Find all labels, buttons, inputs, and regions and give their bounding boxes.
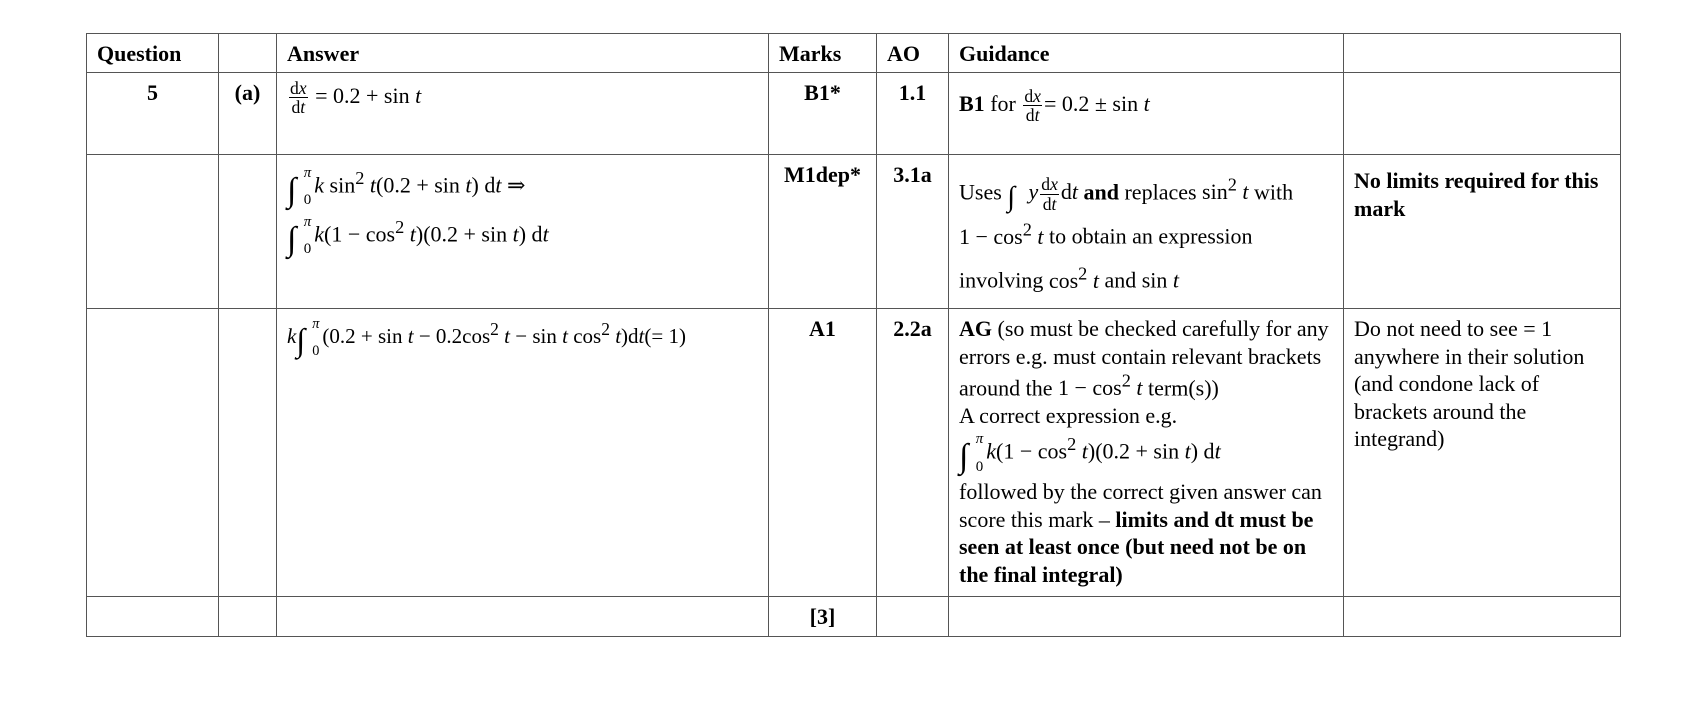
ao-cell: 2.2a bbox=[877, 309, 949, 597]
table-row bbox=[87, 73, 1621, 155]
guidance-sin2t: $\sin^2 t$ bbox=[1202, 175, 1249, 205]
ao-cell bbox=[877, 597, 949, 637]
integral-sign: ∫ bbox=[296, 323, 306, 360]
guidance-expression: $\frac{dx}{dt}$ = 0.2 ± sin t bbox=[1024, 86, 1150, 126]
marks-cell: B1* bbox=[769, 73, 877, 155]
guidance-cell bbox=[949, 309, 1344, 597]
answer-rhs: = 0.2 + sin t bbox=[315, 83, 422, 109]
marks-cell: M1dep* bbox=[769, 155, 877, 309]
answer-cell bbox=[277, 155, 769, 309]
marks-cell: A1 bbox=[769, 309, 877, 597]
notes-cell: No limits required for this mark bbox=[1344, 155, 1621, 309]
answer-expression: k∫ π 0 ($0.2 + \sin t - 0.2\cos^2$ t − sin t $\cos^2 t)dt(= 1)$ bbox=[287, 316, 686, 360]
guidance-1-cos2t: $1 - \cos^2 t$ bbox=[959, 219, 1044, 249]
table-row bbox=[87, 597, 1621, 637]
header-part bbox=[219, 34, 277, 73]
guidance-and-2: and bbox=[1104, 267, 1137, 293]
question-part bbox=[219, 597, 277, 637]
question-part bbox=[219, 309, 277, 597]
answer-line-2: ∫ π 0 $k(1 - \cos^2 t)(0.2 + \sin t)$ dt bbox=[287, 213, 549, 258]
ao-cell: 3.1a bbox=[877, 155, 949, 309]
guidance-paragraph-2: A correct expression e.g. bbox=[959, 402, 1178, 428]
answer-cell bbox=[277, 309, 769, 597]
question-number bbox=[87, 597, 219, 637]
question-number bbox=[87, 155, 219, 309]
notes-cell bbox=[1344, 597, 1621, 637]
guidance-text: for bbox=[990, 91, 1016, 117]
fraction-dxdt: $\frac{dx}{dt}$ bbox=[290, 78, 307, 118]
guidance-cos2t: $\cos^2 t$ bbox=[1048, 263, 1099, 293]
guidance-paragraph-1-tail: term(s)) bbox=[1148, 375, 1219, 401]
guidance-paragraph-1: (so must be checked carefully for any errors e.g. must contain relevant brackets around the bbox=[959, 316, 1329, 401]
marks-total: [3] bbox=[769, 597, 877, 637]
answer-line-1: ∫ π 0 k $\sin^2 t(0.2 + \sin t)$ dt ⇒ bbox=[287, 164, 526, 209]
guidance-and: and bbox=[1083, 179, 1119, 205]
guidance-cell bbox=[949, 155, 1344, 309]
table-row bbox=[87, 155, 1621, 309]
header-ao: AO bbox=[877, 34, 949, 73]
fraction-dxdt: $\frac{dx}{dt}$ bbox=[1024, 86, 1041, 126]
guidance-replaces: replaces bbox=[1124, 179, 1197, 205]
header-row bbox=[87, 34, 1621, 73]
guidance-mark-code: B1 bbox=[959, 91, 985, 117]
ao-cell: 1.1 bbox=[877, 73, 949, 155]
guidance-cell bbox=[949, 73, 1344, 155]
notes-cell: Do not need to see = 1 anywhere in their solution (and condone lack of brackets around the integrand) bbox=[1344, 309, 1621, 597]
question-number bbox=[87, 309, 219, 597]
header-question: Question bbox=[87, 34, 219, 73]
guidance-example-integral: ∫ π 0 $k(1 - \cos^2 t)(0.2 + \sin t)$ dt bbox=[959, 430, 1221, 476]
header-notes bbox=[1344, 34, 1621, 73]
notes-cell bbox=[1344, 73, 1621, 155]
answer-expression bbox=[287, 78, 422, 118]
question-part bbox=[219, 155, 277, 309]
question-part: (a) bbox=[219, 73, 277, 155]
table-row bbox=[87, 309, 1621, 597]
guidance-paragraph-3: followed by the correct given answer can score this mark – bbox=[959, 479, 1322, 532]
guidance-obtain: to obtain an expression bbox=[1049, 223, 1253, 249]
guidance-uses: Uses bbox=[959, 179, 1002, 205]
guidance-sint: sin t bbox=[1141, 267, 1180, 293]
mark-scheme-table bbox=[86, 33, 1621, 637]
guidance-involving: involving bbox=[959, 267, 1044, 293]
header-guidance: Guidance bbox=[949, 34, 1344, 73]
answer-cell bbox=[277, 73, 769, 155]
guidance-cell bbox=[949, 597, 1344, 637]
integral-sign: ∫ bbox=[287, 220, 297, 258]
guidance-ag: AG bbox=[959, 316, 992, 341]
header-answer: Answer bbox=[277, 34, 769, 73]
guidance-1-cos2t: $1 - \cos^2 t$ bbox=[1057, 371, 1143, 401]
guidance-integral: ∫ y $\frac{dx}{dt}$ dt bbox=[1007, 174, 1078, 214]
guidance-with: with bbox=[1254, 179, 1294, 205]
guidance-bold-tail: limits and dt must be seen at least once (but need not be on the final integral) bbox=[959, 506, 1314, 587]
header-marks: Marks bbox=[769, 34, 877, 73]
integral-sign: ∫ bbox=[287, 171, 297, 209]
question-number: 5 bbox=[87, 73, 219, 155]
answer-cell bbox=[277, 597, 769, 637]
